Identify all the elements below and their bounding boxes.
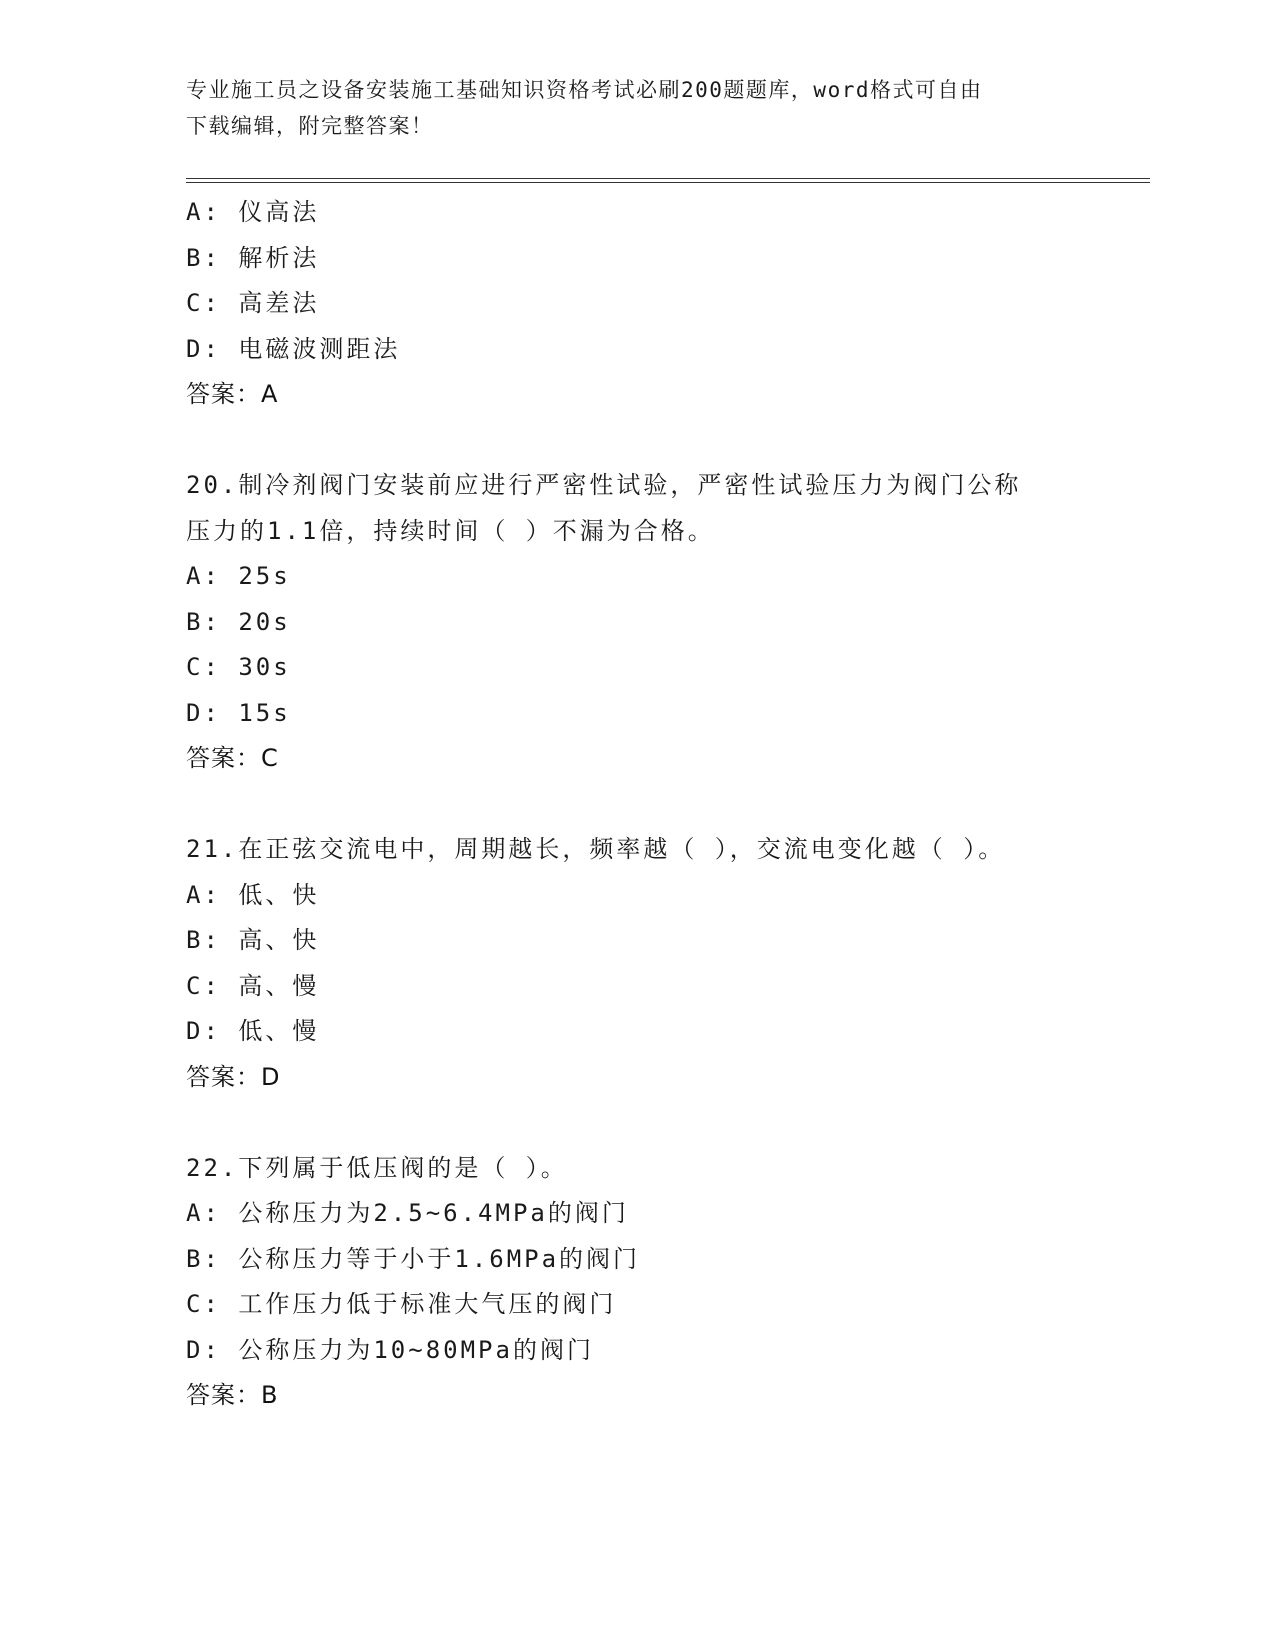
question-22: [186, 1146, 1086, 1419]
option-a: A: 25s: [186, 562, 291, 590]
option-b: B: 20s: [186, 607, 291, 636]
option-a: A: 仪高法: [186, 198, 320, 226]
answer-line: 答案：D: [186, 1062, 281, 1091]
question-20: [186, 463, 1086, 782]
option-c: C: 工作压力低于标准大气压的阀门: [186, 1290, 617, 1318]
question-spacer: [186, 418, 1086, 464]
option-d: D: 电磁波测距法: [186, 334, 401, 363]
option-d: D: 公称压力为10~80MPa的阀门: [186, 1335, 594, 1364]
option-b: B: 高、快: [186, 926, 320, 954]
option-c: C: 高差法: [186, 289, 320, 317]
option-c: C: 30s: [186, 653, 291, 681]
header-line-1: 专业施工员之设备安装施工基础知识资格考试必刷200题题库，word格式可自由: [186, 78, 983, 102]
answer-line: 答案：B: [186, 1381, 279, 1409]
option-d: D: 低、慢: [186, 1017, 320, 1045]
option-a: A: 低、快: [186, 880, 320, 909]
answer-line: 答案：C: [186, 744, 279, 772]
option-a: A: 公称压力为2.5~6.4MPa的阀门: [186, 1199, 629, 1227]
header-line-2: 下载编辑，附完整答案！: [186, 114, 434, 138]
answer-line: 答案：A: [186, 380, 279, 408]
question-stem-line: 压力的1.1倍，持续时间（ ）不漏为合格。: [186, 516, 715, 545]
option-b: B: 解析法: [186, 243, 320, 272]
question-stem-line: 21.在正弦交流电中，周期越长，频率越（ ），交流电变化越（ ）。: [186, 835, 1006, 863]
question-19: [186, 190, 1086, 418]
question-list: [186, 190, 1086, 1419]
question-stem-line: 20.制冷剂阀门安装前应进行严密性试验，严密性试验压力为阀门公称: [186, 471, 1022, 499]
option-c: C: 高、慢: [186, 971, 320, 1000]
question-spacer: [186, 1100, 1086, 1146]
option-d: D: 15s: [186, 698, 291, 727]
header-double-rule: [186, 178, 1150, 183]
option-b: B: 公称压力等于小于1.6MPa的阀门: [186, 1244, 641, 1273]
question-spacer: [186, 782, 1086, 828]
question-21: [186, 827, 1086, 1100]
question-stem-line: 22.下列属于低压阀的是（ ）。: [186, 1153, 568, 1182]
document-header: [186, 72, 1066, 144]
